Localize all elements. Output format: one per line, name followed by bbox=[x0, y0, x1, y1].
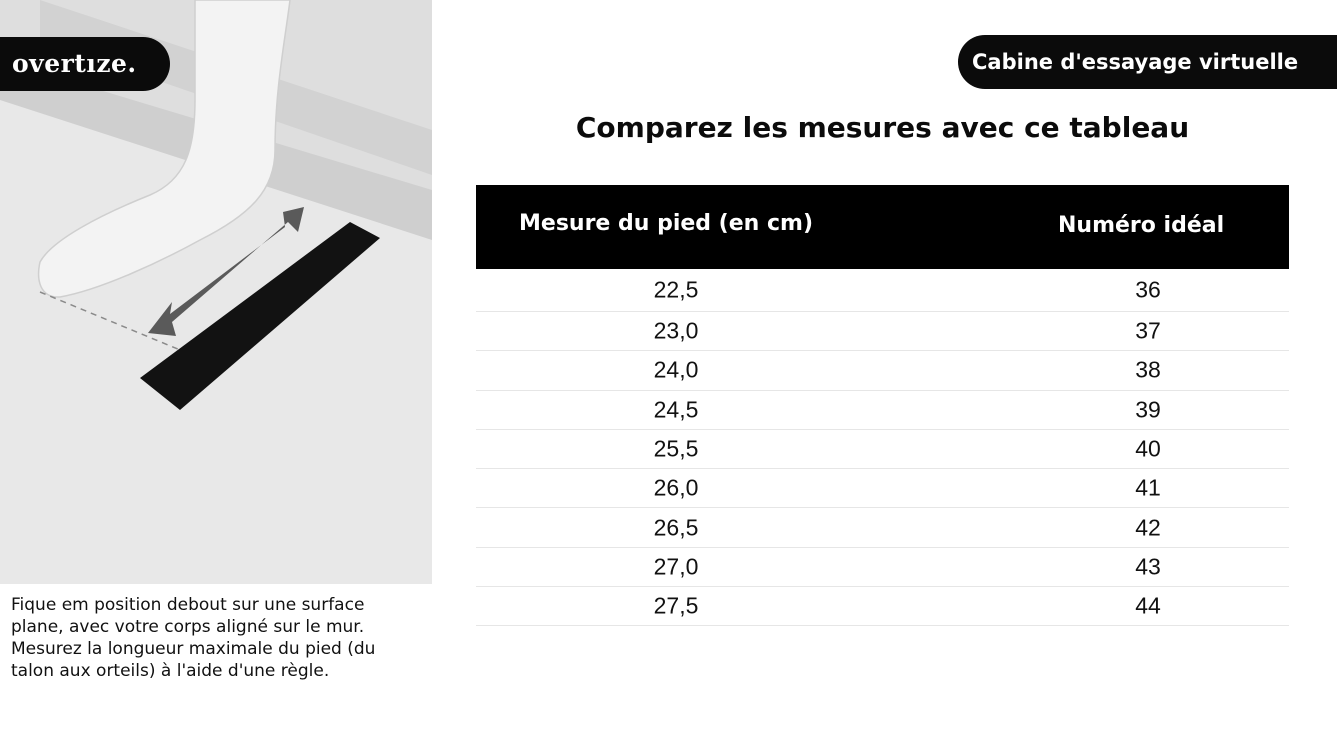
foot-measure-cell: 27,5 bbox=[653, 592, 699, 619]
table-header bbox=[476, 185, 1289, 269]
foot-measure-cell: 22,5 bbox=[653, 276, 699, 303]
measurement-instructions bbox=[11, 594, 441, 682]
size-cell: 43 bbox=[1135, 553, 1161, 580]
table-body bbox=[476, 269, 1289, 626]
size-cell: 42 bbox=[1135, 514, 1161, 541]
size-cell: 36 bbox=[1135, 276, 1161, 303]
table-row bbox=[476, 430, 1289, 469]
size-cell: 44 bbox=[1135, 592, 1161, 619]
foot-measure-cell: 27,0 bbox=[653, 553, 699, 580]
brand-logo: overtıze. bbox=[0, 37, 170, 91]
instruction-line: Fique em position debout sur une surface bbox=[11, 595, 365, 615]
table-row bbox=[476, 469, 1289, 508]
table-row bbox=[476, 351, 1289, 390]
size-cell: 41 bbox=[1135, 474, 1161, 501]
instruction-line: plane, avec votre corps aligné sur le mur. bbox=[11, 617, 365, 637]
instruction-line: talon aux orteils) à l'aide d'une règle. bbox=[11, 661, 330, 681]
foot-measure-cell: 23,0 bbox=[653, 317, 699, 344]
size-cell: 37 bbox=[1135, 317, 1161, 344]
foot-measure-cell: 24,5 bbox=[653, 396, 699, 423]
size-table bbox=[476, 185, 1289, 626]
table-row bbox=[476, 312, 1289, 351]
virtual-fitting-badge: Cabine d'essayage virtuelle bbox=[958, 35, 1337, 89]
page-title: Comparez les mesures avec ce tableau bbox=[575, 111, 1190, 144]
foot-measure-cell: 25,5 bbox=[653, 435, 699, 462]
size-cell: 40 bbox=[1135, 435, 1161, 462]
table-row bbox=[476, 548, 1289, 587]
table-row bbox=[476, 508, 1289, 547]
table-row bbox=[476, 391, 1289, 430]
instruction-line: Mesurez la longueur maximale du pied (du bbox=[11, 639, 376, 659]
foot-measure-cell: 26,0 bbox=[653, 474, 699, 501]
size-cell: 38 bbox=[1135, 356, 1161, 383]
size-cell: 39 bbox=[1135, 396, 1161, 423]
foot-measure-cell: 26,5 bbox=[653, 514, 699, 541]
column-header-ideal-size: Numéro idéal bbox=[1058, 213, 1225, 238]
table-row bbox=[476, 269, 1289, 312]
foot-measure-cell: 24,0 bbox=[653, 356, 699, 383]
table-row bbox=[476, 587, 1289, 626]
column-header-foot-measure: Mesure du pied (en cm) bbox=[519, 211, 814, 236]
